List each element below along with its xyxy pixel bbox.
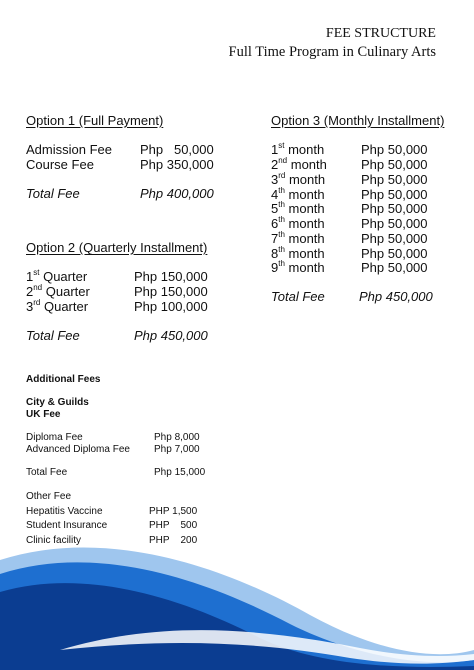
- blue-wave-graphic: [0, 530, 474, 670]
- option2-heading: Option 2 (Quarterly Installment): [26, 240, 208, 255]
- option3-row-amount: Php 50,000: [361, 172, 428, 187]
- option3-row-label: 2nd month: [271, 155, 327, 172]
- option1-row-amount: Php 50,000: [140, 142, 214, 157]
- option3-row-amount: Php 50,000: [361, 260, 428, 275]
- option2-row-amount: Php 150,000: [134, 269, 208, 284]
- option3-heading: Option 3 (Monthly Installment): [271, 113, 445, 128]
- other-fee-label: Student Insurance: [26, 520, 108, 531]
- other-fee-heading: Other Fee: [26, 491, 72, 502]
- option3-row-label: 7th month: [271, 229, 325, 246]
- option3-row-label: 9th month: [271, 258, 325, 275]
- option3-row-label: 3rd month: [271, 170, 326, 187]
- option2-total-label: Total Fee: [26, 328, 80, 343]
- option2-row-amount: Php 100,000: [134, 299, 208, 314]
- option2-row-label: 3rd Quarter: [26, 297, 89, 314]
- additional-fees-heading: Additional Fees: [26, 374, 101, 385]
- page-title: FEE STRUCTURE: [325, 26, 436, 41]
- option3-row-amount: Php 50,000: [361, 142, 428, 157]
- option3-row-amount: Php 50,000: [361, 246, 428, 261]
- option2-row-label: 1st Quarter: [26, 267, 88, 284]
- advanced-diploma-fee-label: Advanced Diploma Fee: [26, 444, 130, 455]
- option2-row-label: 2nd Quarter: [26, 282, 90, 299]
- other-fee-amount: PHP 200: [149, 535, 198, 546]
- option2-row-amount: Php 150,000: [134, 284, 208, 299]
- option3-row-amount: Php 50,000: [361, 231, 428, 246]
- diploma-fee-amount: Php 8,000: [154, 432, 200, 443]
- city-guilds-label: City & Guilds: [26, 397, 89, 408]
- uk-fee-label: UK Fee: [26, 409, 61, 420]
- option3-row-amount: Php 50,000: [361, 216, 428, 231]
- page-subtitle: Full Time Program in Culinary Arts: [228, 44, 436, 60]
- additional-total-label: Total Fee: [26, 467, 68, 478]
- other-fee-label: Hepatitis Vaccine: [26, 506, 103, 517]
- option1-row-amount: Php 350,000: [140, 157, 214, 172]
- diploma-fee-label: Diploma Fee: [26, 432, 83, 443]
- other-fee-amount: PHP 500: [149, 520, 198, 531]
- option3-row-label: 6th month: [271, 214, 325, 231]
- option1-heading: Option 1 (Full Payment): [26, 113, 164, 128]
- advanced-diploma-fee-amount: Php 7,000: [154, 444, 200, 455]
- other-fee-label: Clinic facility: [26, 535, 82, 546]
- option3-row-label: 5th month: [271, 199, 325, 216]
- option3-row-amount: Php 50,000: [361, 187, 428, 202]
- option3-row-amount: Php 50,000: [361, 201, 428, 216]
- option3-row-label: 1st month: [271, 140, 325, 157]
- option3-row-label: 8th month: [271, 244, 325, 261]
- option1-row-label: Admission Fee: [26, 142, 112, 157]
- option1-row-label: Course Fee: [26, 157, 94, 172]
- option1-total-label: Total Fee: [26, 186, 80, 201]
- option3-total-amount: Php 450,000: [359, 289, 433, 304]
- option3-row-amount: Php 50,000: [361, 157, 428, 172]
- other-fee-amount: PHP 1,500: [149, 506, 198, 517]
- option3-total-label: Total Fee: [271, 289, 325, 304]
- option3-row-label: 4th month: [271, 185, 325, 202]
- option2-total-amount: Php 450,000: [134, 328, 208, 343]
- additional-total-amount: Php 15,000: [154, 467, 206, 478]
- option1-total-amount: Php 400,000: [140, 186, 214, 201]
